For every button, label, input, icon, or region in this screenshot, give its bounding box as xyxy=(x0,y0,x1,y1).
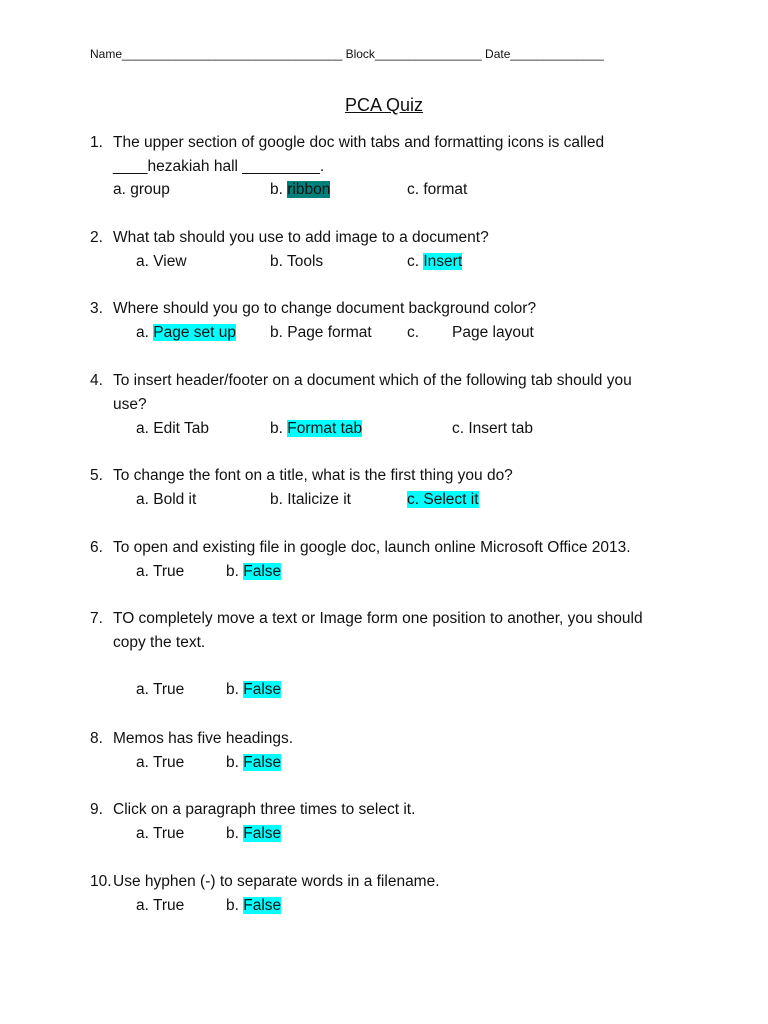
highlighted-answer: False xyxy=(243,754,282,771)
answer-option xyxy=(136,323,236,343)
answer-option xyxy=(270,419,362,439)
question-number: 7. xyxy=(90,610,103,627)
option-text: a. True xyxy=(136,563,185,580)
option-text: b. Italicize it xyxy=(270,491,351,508)
answer-option xyxy=(270,490,351,510)
answer-option xyxy=(113,180,170,200)
question-text: use? xyxy=(113,396,147,413)
question-text: ____hezakiah hall _________. xyxy=(113,158,325,175)
option-letter: b. xyxy=(226,897,244,914)
highlighted-answer: ribbon xyxy=(287,181,331,198)
question-number: 10. xyxy=(90,873,112,890)
question-number: 2. xyxy=(90,229,103,246)
question-text: Use hyphen (-) to separate words in a filename. xyxy=(113,873,440,890)
option-letter: b. xyxy=(226,563,244,580)
answer-option xyxy=(226,824,281,844)
answer-option xyxy=(226,753,281,773)
question-text: To insert header/footer on a document which of the following tab should you xyxy=(113,372,632,389)
question-number: 1. xyxy=(90,134,103,151)
answer-option xyxy=(136,824,184,844)
answer-option xyxy=(407,252,462,272)
page-title: PCA Quiz xyxy=(344,95,424,115)
answer-option xyxy=(407,490,479,510)
option-letter: b. xyxy=(270,181,288,198)
option-text: c. format xyxy=(407,181,468,198)
answer-option xyxy=(136,419,209,439)
option-text: Page layout xyxy=(452,324,534,341)
question-text: The upper section of google doc with tabs and formatting icons is called xyxy=(113,134,605,151)
option-text: a. group xyxy=(113,181,170,198)
answer-option xyxy=(270,323,372,343)
answer-option xyxy=(270,252,323,272)
option-text: a. Bold it xyxy=(136,491,197,508)
question-number: 8. xyxy=(90,730,103,747)
highlighted-answer: Insert xyxy=(423,253,463,270)
answer-option xyxy=(407,180,467,200)
question-text: Where should you go to change document background color? xyxy=(113,300,537,317)
answer-option xyxy=(452,419,533,439)
answer-option xyxy=(226,562,281,582)
option-text: a. True xyxy=(136,825,185,842)
highlighted-answer: Page set up xyxy=(153,324,236,341)
option-letter: b. xyxy=(270,420,288,437)
answer-option xyxy=(226,896,281,916)
option-text: c. Insert tab xyxy=(452,420,533,437)
question-text: To change the font on a title, what is the first thing you do? xyxy=(113,467,513,484)
option-letter: b. xyxy=(226,754,244,771)
question-number: 3. xyxy=(90,300,103,317)
option-letter: b. xyxy=(226,825,244,842)
answer-option xyxy=(136,490,196,510)
option-text: b. Tools xyxy=(270,253,324,270)
highlighted-answer: c. Select it xyxy=(407,491,479,508)
highlighted-answer: False xyxy=(243,681,282,698)
option-text: a. True xyxy=(136,681,185,698)
question-text: To open and existing file in google doc, launch online Microsoft Office 2013. xyxy=(113,539,631,556)
question-text: Memos has five headings. xyxy=(113,730,294,747)
highlighted-answer: False xyxy=(243,825,282,842)
option-text: a. View xyxy=(136,253,187,270)
option-letter: c. xyxy=(407,253,424,270)
answer-option xyxy=(407,323,419,343)
option-letter: a. xyxy=(136,324,154,341)
question-text: Click on a paragraph three times to select it. xyxy=(113,801,416,818)
question-number: 6. xyxy=(90,539,103,556)
option-text: c. xyxy=(407,324,420,341)
option-text: b. Page format xyxy=(270,324,372,341)
answer-option xyxy=(136,252,187,272)
question-text: What tab should you use to add image to a document? xyxy=(113,229,489,246)
answer-option xyxy=(452,323,534,343)
option-letter: b. xyxy=(226,681,244,698)
answer-option xyxy=(270,180,330,200)
highlighted-answer: False xyxy=(243,563,282,580)
answer-option xyxy=(136,753,184,773)
question-text: copy the text. xyxy=(113,634,206,651)
answer-option xyxy=(136,680,184,700)
option-text: a. True xyxy=(136,897,185,914)
option-text: a. Edit Tab xyxy=(136,420,209,437)
question-text: TO completely move a text or Image form one position to another, you should xyxy=(113,610,643,627)
student-info-line: Name_________________________________ Block________________ Date______________ xyxy=(90,47,604,61)
highlighted-answer: Format tab xyxy=(287,420,363,437)
question-number: 4. xyxy=(90,372,103,389)
option-text: a. True xyxy=(136,754,185,771)
answer-option xyxy=(136,562,184,582)
question-number: 5. xyxy=(90,467,103,484)
answer-option xyxy=(136,896,184,916)
answer-option xyxy=(226,680,281,700)
question-number: 9. xyxy=(90,801,103,818)
highlighted-answer: False xyxy=(243,897,282,914)
